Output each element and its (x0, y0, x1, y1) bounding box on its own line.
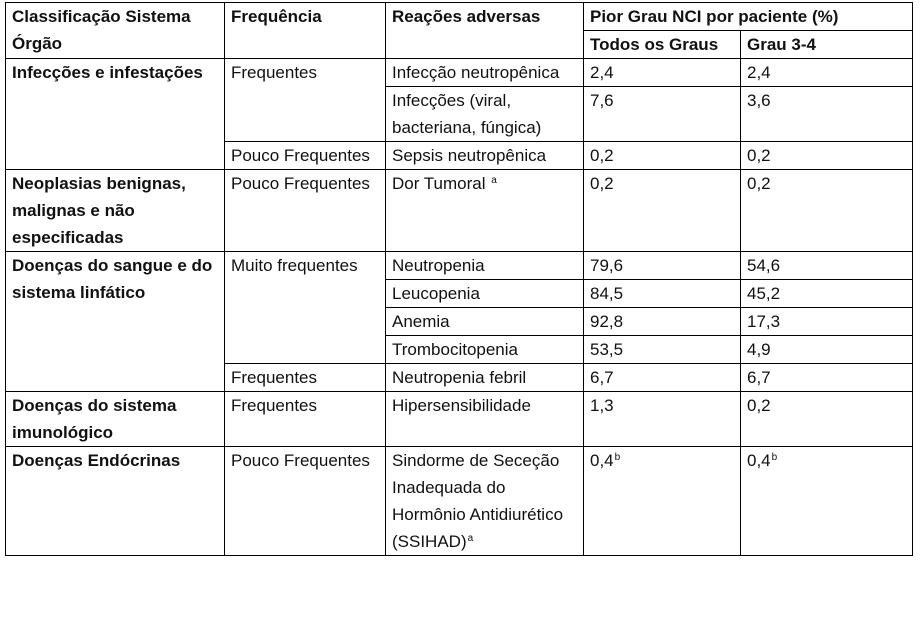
frequency-cell: Pouco Frequentes (225, 170, 386, 252)
reaction-text: Dor Tumoral (392, 174, 486, 193)
reaction-cell (386, 170, 584, 252)
header-soc: Classificação Sistema Órgão (6, 3, 225, 59)
frequency-cell: Frequentes (225, 59, 386, 142)
soc-cell: Infecções e infestações (6, 59, 225, 170)
header-reaction: Reações adversas (386, 3, 584, 59)
footnote-marker: b (771, 452, 778, 463)
value-text: 0,4 (590, 451, 614, 470)
grade-3-4-cell: 0,2 (741, 142, 913, 170)
footnote-marker: a (467, 533, 474, 544)
soc-cell: Doenças Endócrinas (6, 447, 225, 556)
grade-3-4-cell: 0,2 (741, 170, 913, 252)
grade-3-4-cell: 54,6 (741, 252, 913, 280)
table-row (6, 252, 913, 280)
reaction-cell: Anemia (386, 308, 584, 336)
grade-3-4-cell (741, 447, 913, 556)
table-row (6, 170, 913, 252)
soc-cell: Neoplasias benignas, malignas e não especificadas (6, 170, 225, 252)
adverse-reactions-table (5, 2, 913, 556)
grade-3-4-cell: 4,9 (741, 336, 913, 364)
all-grades-cell: 6,7 (584, 364, 741, 392)
frequency-cell: Pouco Frequentes (225, 142, 386, 170)
grade-3-4-cell: 45,2 (741, 280, 913, 308)
grade-3-4-cell: 2,4 (741, 59, 913, 87)
header-grade-group: Pior Grau NCI por paciente (%) (584, 3, 913, 31)
all-grades-cell: 0,2 (584, 170, 741, 252)
soc-cell: Doenças do sistema imunológico (6, 392, 225, 447)
footnote-marker: a (491, 175, 497, 186)
grade-3-4-cell: 3,6 (741, 87, 913, 142)
footnote-marker: b (614, 452, 621, 463)
all-grades-cell: 2,4 (584, 59, 741, 87)
reaction-cell: Infecção neutropênica (386, 59, 584, 87)
frequency-cell: Frequentes (225, 392, 386, 447)
all-grades-cell (584, 447, 741, 556)
frequency-cell: Muito frequentes (225, 252, 386, 364)
all-grades-cell: 1,3 (584, 392, 741, 447)
table-row (6, 447, 913, 556)
all-grades-cell: 92,8 (584, 308, 741, 336)
all-grades-cell: 53,5 (584, 336, 741, 364)
grade-3-4-cell: 17,3 (741, 308, 913, 336)
reaction-cell: Leucopenia (386, 280, 584, 308)
header-frequency: Frequência (225, 3, 386, 59)
table-row (6, 392, 913, 447)
all-grades-cell: 79,6 (584, 252, 741, 280)
reaction-cell: Neutropenia febril (386, 364, 584, 392)
grade-3-4-cell: 0,2 (741, 392, 913, 447)
frequency-cell: Pouco Frequentes (225, 447, 386, 556)
header-all-grades: Todos os Graus (584, 31, 741, 59)
grade-3-4-cell: 6,7 (741, 364, 913, 392)
reaction-cell: Infecções (viral, bacteriana, fúngica) (386, 87, 584, 142)
reaction-cell: Hipersensibilidade (386, 392, 584, 447)
all-grades-cell: 84,5 (584, 280, 741, 308)
reaction-cell: Neutropenia (386, 252, 584, 280)
table-row (6, 59, 913, 87)
reaction-cell (386, 447, 584, 556)
reaction-text: Sindorme de Seceção Inadequada do Hormônio Antidiurético (SSIHAD) (392, 451, 564, 551)
soc-cell: Doenças do sangue e do sistema linfático (6, 252, 225, 392)
value-text: 0,4 (747, 451, 771, 470)
all-grades-cell: 0,2 (584, 142, 741, 170)
reaction-cell: Sepsis neutropênica (386, 142, 584, 170)
header-row (6, 3, 913, 31)
reaction-cell: Trombocitopenia (386, 336, 584, 364)
frequency-cell: Frequentes (225, 364, 386, 392)
header-grade-3-4: Grau 3-4 (741, 31, 913, 59)
all-grades-cell: 7,6 (584, 87, 741, 142)
